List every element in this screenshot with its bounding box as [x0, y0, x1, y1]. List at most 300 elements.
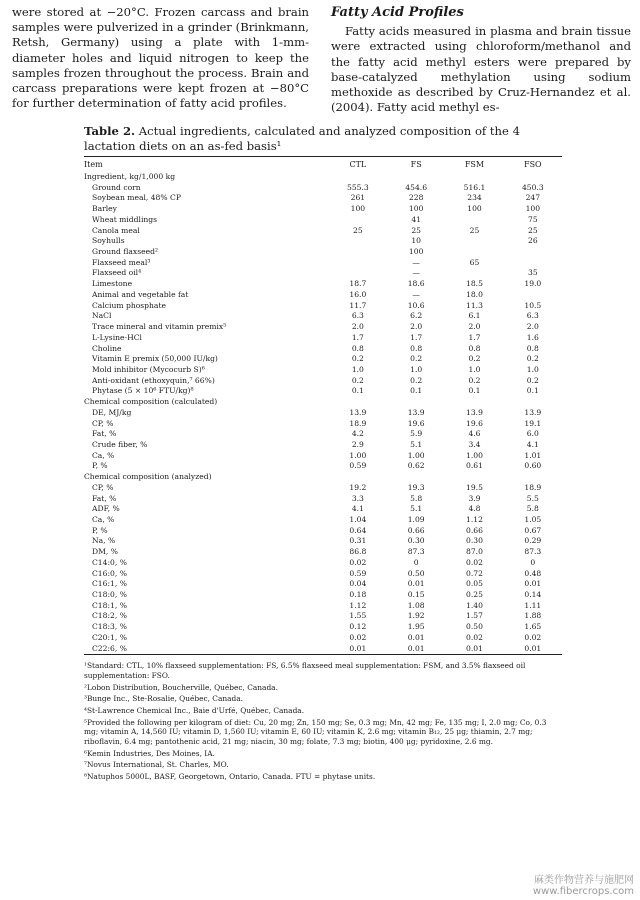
row-value: 19.6: [466, 418, 483, 428]
row-value: 3.3: [351, 493, 364, 503]
row-value: 0.66: [407, 525, 425, 535]
row-value: [329, 268, 387, 279]
table-row: [84, 558, 562, 569]
row-value: 5.9: [410, 429, 423, 439]
row-value: 1.0: [410, 364, 423, 374]
row-value: —: [412, 289, 420, 299]
row-value: 0.05: [466, 579, 483, 589]
row-value: 261: [350, 193, 366, 203]
row-value: [329, 472, 387, 483]
table-row: [84, 504, 562, 515]
footnote: ⁷Novus International, St. Charles, MO.: [84, 760, 229, 770]
row-value: 450.3: [521, 182, 544, 192]
row-value: [504, 397, 562, 408]
row-value: 11.7: [349, 300, 367, 310]
row-value: 18.0: [466, 289, 483, 299]
row-value: 228: [408, 193, 424, 203]
row-value: 1.65: [524, 622, 542, 632]
row-label: C14:0, %: [92, 557, 127, 567]
row-value: 0.2: [526, 354, 539, 364]
row-value: 35: [527, 268, 538, 278]
row-value: 1.55: [349, 611, 367, 621]
table-row: [84, 290, 562, 301]
table-row: [84, 536, 562, 547]
row-value: 0.8: [351, 343, 364, 353]
row-value: 1.7: [468, 332, 481, 342]
row-value: 6.2: [410, 311, 423, 321]
row-value: 0.30: [407, 536, 425, 546]
row-value: 4.8: [468, 504, 481, 514]
table-row: [84, 354, 562, 365]
row-label: Soybean meal, 48% CP: [92, 193, 181, 203]
row-value: 0.62: [407, 461, 425, 471]
table-caption: [84, 124, 562, 153]
row-value: 0.29: [524, 536, 542, 546]
table-row: [84, 397, 562, 408]
row-value: 25: [411, 225, 421, 235]
row-value: 5.5: [526, 493, 539, 503]
left-column-text: [12, 5, 309, 111]
row-label: Phytase (5 × 10⁶ FTU/kg)⁸: [92, 386, 194, 396]
table-row: [84, 183, 562, 194]
table-row: [84, 226, 562, 237]
row-value: —: [412, 268, 420, 278]
row-value: 0.50: [466, 622, 483, 632]
row-label: Soyhulls: [92, 236, 125, 246]
table-row: [84, 376, 562, 387]
row-label: Trace mineral and vitamin premix⁵: [92, 322, 227, 332]
row-value: 6.3: [351, 311, 364, 321]
row-value: 1.00: [349, 450, 367, 460]
row-value: 10.5: [524, 300, 542, 310]
row-value: 100: [467, 204, 482, 214]
row-value: 87.3: [407, 547, 425, 557]
row-value: 0.61: [466, 461, 483, 471]
table-bottom-rule: [84, 654, 562, 655]
table-row: [84, 419, 562, 430]
row-value: 0.60: [524, 461, 542, 471]
row-value: 0.02: [466, 632, 483, 642]
table-row: [84, 386, 562, 397]
row-value: 2.9: [351, 439, 364, 449]
row-value: [504, 258, 562, 269]
watermark: [533, 875, 634, 897]
row-value: 0.1: [410, 386, 423, 396]
row-value: 1.0: [351, 364, 364, 374]
row-value: 0.01: [349, 643, 367, 653]
footnote: ³Bunge Inc., Ste-Rosalie, Québec, Canada.: [84, 694, 243, 704]
row-value: 0.2: [410, 354, 423, 364]
table-row: [84, 365, 562, 376]
row-label: Limestone: [92, 279, 133, 289]
row-value: 1.04: [349, 515, 367, 524]
row-value: 18.9: [349, 418, 367, 428]
row-value: 0.8: [526, 343, 539, 353]
row-value: 13.9: [466, 407, 483, 417]
row-label: Fat, %: [92, 429, 117, 439]
row-value: 19.3: [407, 482, 425, 492]
row-value: 0.01: [407, 632, 425, 642]
row-value: 13.9: [407, 407, 425, 417]
row-label: Chemical composition (analyzed): [84, 472, 212, 482]
row-label: Ca, %: [92, 450, 115, 460]
row-label: CP, %: [92, 482, 114, 492]
row-value: 1.00: [407, 450, 425, 460]
row-value: 0.01: [407, 579, 425, 589]
row-value: [445, 472, 503, 483]
row-label: Crude fiber, %: [92, 439, 148, 449]
table-header-row: [84, 157, 562, 172]
row-value: 1.7: [351, 332, 364, 342]
row-value: 0.25: [466, 590, 483, 600]
row-label: P, %: [92, 525, 108, 535]
row-value: 3.9: [468, 493, 481, 503]
right-column-text: [331, 5, 631, 115]
row-value: 4.6: [468, 429, 481, 439]
row-value: 1.7: [410, 332, 423, 342]
row-value: 0.2: [351, 354, 364, 364]
row-label: NaCl: [92, 311, 112, 321]
row-label: Choline: [92, 343, 122, 353]
row-value: [329, 247, 387, 258]
row-value: [329, 236, 387, 247]
row-value: 2.0: [526, 322, 539, 332]
row-value: 0: [530, 557, 536, 567]
row-value: 1.0: [526, 364, 539, 374]
row-label: Anti-oxidant (ethoxyquin,⁷ 66%): [92, 375, 215, 385]
table-row: [84, 569, 562, 580]
row-value: [504, 247, 562, 258]
table-row: [84, 344, 562, 355]
table-row: [84, 601, 562, 612]
row-value: 0.2: [351, 375, 364, 385]
row-value: 18.5: [466, 279, 483, 289]
table-row: [84, 215, 562, 226]
table-row: [84, 408, 562, 419]
table-body: [84, 172, 562, 654]
table-row: [84, 301, 562, 312]
row-value: 0.12: [349, 622, 367, 632]
row-label: Canola meal: [92, 225, 140, 235]
row-value: 1.08: [407, 600, 425, 610]
row-value: 0.8: [410, 343, 423, 353]
row-label: C18:1, %: [92, 600, 127, 610]
row-value: 19.5: [466, 482, 483, 492]
row-label: P, %: [92, 461, 108, 471]
row-value: 19.0: [524, 279, 542, 289]
row-value: 0.18: [349, 590, 367, 600]
row-value: 0.64: [349, 525, 367, 535]
row-value: 6.1: [468, 311, 481, 321]
table-footnotes: [84, 661, 562, 781]
row-value: 1.00: [466, 450, 483, 460]
row-value: 0.2: [468, 375, 481, 385]
row-value: 0.30: [466, 536, 483, 546]
table-row: [84, 429, 562, 440]
row-label: Vitamin E premix (50,000 IU/kg): [92, 354, 218, 364]
row-value: 1.40: [466, 600, 483, 610]
row-value: [387, 397, 445, 408]
row-value: 10: [411, 236, 421, 246]
left-paragraph: were stored at −20°C. Frozen carcass and brain samples were pulverized in a grinder (Brinkmann, Retsh, Germany) using a plate with 1-mm-diameter holes and liquid nitrogen to keep the samples frozen throughout the process. Brain and carcass preparations were kept frozen at −80°C for further determination of fatty acid profiles.: [12, 5, 309, 111]
right-paragraph: Fatty acids measured in plasma and brain tissue were extracted using chloroform/methanol and the fatty acid methyl esters were prepared by base-catalyzed methylation using sodium methoxide as described by Cruz-Hernandez et al. (2004). Fatty acid methyl es-: [331, 24, 631, 115]
row-value: [387, 172, 445, 183]
row-label: Chemical composition (calculated): [84, 397, 218, 407]
row-label: C22:6, %: [92, 643, 127, 653]
row-value: 86.8: [349, 547, 367, 557]
row-label: Mold inhibitor (Mycocurb S)⁶: [92, 364, 205, 374]
row-value: 41: [411, 214, 421, 224]
row-label: Ground flaxseed²: [92, 247, 158, 257]
row-value: 0.1: [468, 386, 481, 396]
row-value: 18.7: [349, 279, 367, 289]
row-value: 5.8: [526, 504, 539, 514]
table-row: [84, 268, 562, 279]
table-row: [84, 451, 562, 462]
header-item: Item: [84, 160, 103, 169]
table-row: [84, 322, 562, 333]
table-row: [84, 526, 562, 537]
row-value: [329, 215, 387, 226]
footnote: ⁶Kemin Industries, Des Moines, IA.: [84, 748, 215, 758]
row-value: [445, 268, 503, 279]
row-value: 0.04: [349, 579, 367, 589]
row-value: 18.9: [524, 482, 542, 492]
row-label: Flaxseed oil⁴: [92, 268, 142, 278]
row-value: 100: [525, 204, 541, 214]
row-value: 0: [413, 557, 419, 567]
watermark-url: www.fibercrops.com: [532, 886, 634, 897]
row-value: 0.1: [526, 386, 539, 396]
row-value: 2.0: [410, 322, 423, 332]
row-value: 4.2: [351, 429, 364, 439]
row-value: 555.3: [346, 182, 369, 192]
row-label: Ca, %: [92, 515, 115, 524]
footnote: ⁸Natuphos 5000L, BASF, Georgetown, Ontario, Canada. FTU = phytase units.: [84, 771, 376, 781]
row-value: 100: [408, 204, 424, 214]
row-value: 2.0: [351, 322, 364, 332]
row-value: 2.0: [468, 322, 481, 332]
row-value: [445, 397, 503, 408]
table-row: [84, 204, 562, 215]
row-label: C18:0, %: [92, 590, 127, 600]
row-value: 5.1: [410, 504, 423, 514]
row-value: 1.01: [524, 450, 542, 460]
row-value: 11.3: [466, 300, 483, 310]
footnote: ⁴St-Lawrence Chemical Inc., Baie d'Urfé, Québec, Canada.: [84, 705, 305, 715]
row-value: 1.0: [468, 364, 481, 374]
table-row: [84, 236, 562, 247]
row-value: 26: [527, 236, 538, 246]
row-value: 1.6: [526, 332, 539, 342]
row-value: 4.1: [351, 504, 364, 514]
table-row: [84, 611, 562, 622]
table-row: [84, 311, 562, 322]
row-value: [329, 172, 387, 183]
table-row: [84, 172, 562, 183]
table-row: [84, 279, 562, 290]
row-value: 18.6: [407, 279, 425, 289]
row-label: Ingredient, kg/1,000 kg: [84, 172, 176, 181]
row-value: 454.6: [405, 182, 428, 192]
table-row: [84, 258, 562, 269]
row-value: —: [412, 257, 420, 267]
footnote: ¹Standard: CTL, 10% flaxseed supplementation: FS, 6.5% flaxseed meal supplementation: FSM, and 3.5% flaxseed oil supplementation: FSO.: [84, 661, 526, 681]
row-value: 0.1: [351, 386, 364, 396]
row-value: 0.02: [349, 557, 367, 567]
table-row: [84, 515, 562, 526]
row-value: 1.92: [407, 611, 425, 621]
row-value: [445, 215, 503, 226]
table-row: [84, 333, 562, 344]
row-label: Ground corn: [92, 182, 141, 192]
row-value: 1.57: [466, 611, 483, 621]
table-row: [84, 633, 562, 644]
row-value: 0.02: [349, 632, 367, 642]
table-row: [84, 622, 562, 633]
row-value: 0.67: [524, 525, 542, 535]
row-value: 0.14: [524, 590, 542, 600]
row-value: 1.88: [524, 611, 542, 621]
row-value: 25: [469, 225, 480, 235]
row-value: 0.2: [410, 375, 423, 385]
row-value: [504, 290, 562, 301]
row-value: 5.1: [410, 439, 423, 449]
row-value: 0.8: [468, 343, 481, 353]
row-value: 247: [525, 193, 541, 203]
table-label: Table 2.: [84, 124, 136, 138]
row-value: 1.12: [349, 600, 367, 610]
row-value: 100: [408, 247, 424, 257]
table-2: [84, 124, 562, 783]
row-value: 5.8: [410, 493, 423, 503]
row-label: DM, %: [92, 547, 118, 557]
row-value: 1.95: [407, 622, 425, 632]
row-value: 1.05: [524, 515, 542, 524]
row-label: ADF, %: [92, 504, 120, 514]
row-value: 87.3: [524, 547, 542, 557]
row-value: 234: [467, 193, 482, 203]
row-value: 3.4: [468, 439, 481, 449]
row-value: 19.6: [407, 418, 425, 428]
table-row: [84, 590, 562, 601]
table-row: [84, 461, 562, 472]
row-value: 0.01: [466, 643, 483, 653]
row-value: 75: [527, 214, 538, 224]
header-fsm: FSM: [464, 160, 485, 169]
table-row: [84, 494, 562, 505]
row-value: [387, 472, 445, 483]
row-value: 100: [350, 204, 366, 214]
row-value: 0.2: [526, 375, 539, 385]
row-value: 0.2: [468, 354, 481, 364]
row-value: 19.2: [349, 482, 367, 492]
row-label: CP, %: [92, 418, 114, 428]
section-heading: Fatty Acid Profiles: [331, 5, 464, 20]
row-value: 0.72: [466, 568, 483, 578]
row-label: C20:1, %: [92, 632, 127, 642]
row-value: 25: [353, 225, 363, 235]
row-value: 0.01: [524, 579, 542, 589]
row-value: 0.31: [349, 536, 367, 546]
composition-table: [84, 157, 562, 654]
row-value: 0.02: [466, 557, 483, 567]
table-row: [84, 472, 562, 483]
row-value: 4.1: [526, 439, 539, 449]
table-caption-text: Actual ingredients, calculated and analyzed composition of the 4 lactation diets on an as-fed basis¹: [84, 124, 520, 153]
row-value: [445, 172, 503, 183]
row-value: 19.1: [524, 418, 542, 428]
table-row: [84, 644, 562, 655]
row-label: Wheat middlings: [92, 214, 158, 224]
row-value: 16.0: [349, 289, 367, 299]
row-value: 1.11: [524, 600, 542, 610]
row-value: 0.02: [524, 632, 542, 642]
row-value: 0.50: [407, 568, 425, 578]
table-row: [84, 247, 562, 258]
row-label: C18:2, %: [92, 611, 127, 621]
row-value: 0.59: [349, 568, 367, 578]
row-label: Calcium phosphate: [92, 300, 166, 310]
table-row: [84, 483, 562, 494]
row-value: [445, 236, 503, 247]
row-value: 65: [469, 257, 480, 267]
row-label: Na, %: [92, 536, 116, 546]
table-row: [84, 547, 562, 558]
row-value: 0.15: [407, 590, 425, 600]
watermark-site-name: 麻类作物营养与施肥网: [534, 875, 634, 886]
header-fso: FSO: [524, 160, 542, 169]
row-value: 0.48: [524, 568, 542, 578]
header-fs: FS: [410, 160, 422, 169]
row-value: [504, 472, 562, 483]
header-ctl: CTL: [349, 160, 367, 169]
row-label: DE, MJ/kg: [92, 407, 132, 417]
row-value: 0.01: [407, 643, 425, 653]
table-row: [84, 440, 562, 451]
row-value: 87.0: [466, 547, 483, 557]
row-value: 25: [527, 225, 538, 235]
row-value: 0.66: [466, 525, 483, 535]
footnote: ²Lobon Distribution, Boucherville, Québec, Canada.: [84, 682, 278, 692]
row-value: [445, 247, 503, 258]
row-label: Animal and vegetable fat: [92, 289, 189, 299]
row-value: 516.1: [463, 182, 486, 192]
table-row: [84, 193, 562, 204]
row-label: Flaxseed meal³: [92, 257, 151, 267]
row-value: 0.59: [349, 461, 367, 471]
row-value: 10.6: [407, 300, 425, 310]
footnote: ⁵Provided the following per kilogram of diet: Cu, 20 mg; Zn, 150 mg; Se, 0.3 mg; Mn, 42 mg; Fe, 135 mg; I, 2.0 mg; Co, 0.3 mg; vitamin A, 14,560 IU; vitamin D, 1,560 IU; vitamin E, 60 IU; vitamin K, 2.6 mg; vitamin B₁₂, 25 μg; thiamin, 2.7 mg; riboflavin, 6.4 mg; pantothenic acid, 21 mg; niacin, 30 mg; folate, 7.3 mg; biotin, 400 μg; pyridoxine, 2.6 mg.: [84, 717, 547, 747]
table-row: [84, 579, 562, 590]
row-value: [504, 172, 562, 183]
row-value: 13.9: [524, 407, 542, 417]
row-label: C16:0, %: [92, 568, 127, 578]
row-label: Fat, %: [92, 493, 117, 503]
row-value: [329, 397, 387, 408]
row-label: L-Lysine-HCl: [92, 332, 142, 342]
row-value: 6.3: [526, 311, 539, 321]
row-value: 6.0: [526, 429, 539, 439]
row-label: C16:1, %: [92, 579, 127, 589]
row-value: [329, 258, 387, 269]
row-value: 1.12: [466, 515, 483, 524]
row-value: 13.9: [349, 407, 367, 417]
row-label: Barley: [92, 204, 117, 214]
row-value: 0.01: [524, 643, 542, 653]
row-value: 1.09: [407, 515, 425, 524]
row-label: C18:3, %: [92, 622, 127, 632]
